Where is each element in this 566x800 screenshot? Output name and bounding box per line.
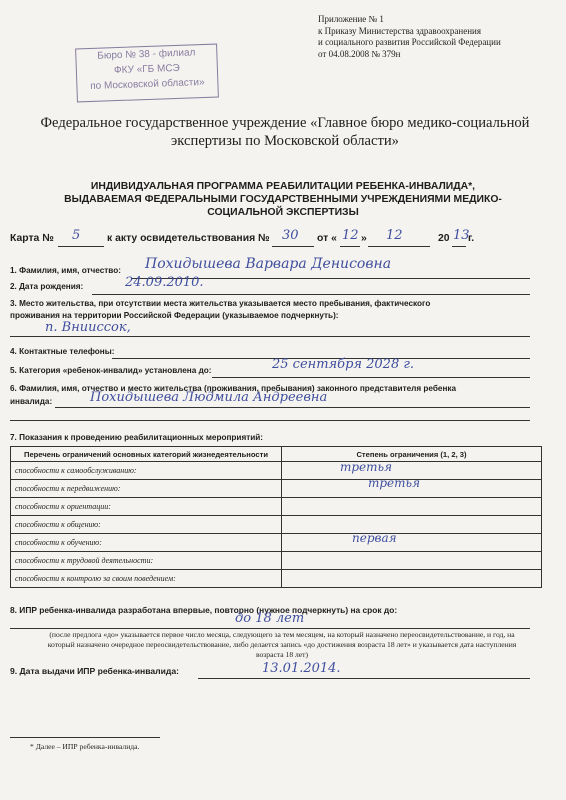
representative-label: инвалида: — [10, 397, 53, 406]
stamp-line: по Московской области» — [90, 77, 205, 92]
table-header: Перечень ограничений основных категорий жизнедеятельности — [11, 447, 282, 462]
stamp-line: ФКУ «ГБ МСЭ — [113, 62, 180, 77]
institution-line: Федеральное государственное учреждение «Главное бюро медико-социальной — [40, 115, 530, 131]
limitation-degree — [282, 516, 542, 534]
year-end: г. — [468, 233, 475, 244]
note-line: который назначено очередное переосвидетельствование, либо делается запись «до достижения возраста 18 лет» и указывается дата наступления — [47, 640, 517, 649]
phones-label: 4. Контактные телефоны: — [10, 347, 115, 356]
issue-date-label: 9. Дата выдачи ИПР ребенка-инвалида: — [10, 666, 180, 676]
limitation-category: способности к трудовой деятельности: — [11, 552, 282, 570]
dob-label: 2. Дата рождения: — [10, 282, 84, 291]
act-day: 12 — [342, 228, 359, 243]
table-row — [11, 534, 542, 552]
limitations-table — [10, 446, 542, 588]
table-row — [11, 570, 542, 588]
ipr-note — [4, 630, 560, 660]
representative-value: Похидышева Людмила Андреевна — [90, 390, 328, 405]
issue-date-value: 13.01.2014. — [262, 661, 341, 676]
appendix-line: от 04.08.2008 № 379н — [318, 48, 401, 59]
residence-label: проживания на территории Российской Федерации (указываемое подчеркнуть): — [10, 311, 339, 320]
act-number: 30 — [282, 228, 299, 243]
footnote: * Далее – ИПР ребенка-инвалида. — [30, 742, 140, 751]
limitation-category: способности к обучению: — [11, 534, 282, 552]
ipr-term-value: до 18 лет — [235, 611, 305, 626]
bureau-stamp — [75, 44, 219, 103]
institution-name — [20, 114, 550, 150]
year-prefix: 20 — [438, 233, 450, 244]
table-row — [11, 516, 542, 534]
name-value: Похидышева Варвара Денисовна — [145, 256, 392, 272]
table-row — [11, 552, 542, 570]
table-row — [11, 462, 542, 480]
limitation-category: способности к контролю за своим поведением: — [11, 570, 282, 588]
limitation-degree — [282, 531, 542, 552]
limitation-category: способности к ориентации: — [11, 498, 282, 516]
residence-value: п. Внииссок, — [45, 320, 131, 335]
limitation-degree — [282, 476, 542, 498]
title-line: ВЫДАВАЕМАЯ ФЕДЕРАЛЬНЫМИ ГОСУДАРСТВЕННЫМИ УЧРЕЖДЕНИЯМИ МЕДИКО- — [64, 194, 502, 205]
limitation-degree — [282, 570, 542, 588]
degree-value: третья — [340, 460, 393, 474]
close-quote: » — [361, 233, 367, 244]
category-value: 25 сентября 2028 г. — [272, 357, 415, 372]
act-year: 13 — [453, 228, 470, 243]
residence-label: 3. Место жительства, при отсутствии места жительства указывается место пребывания, фактического — [10, 299, 431, 308]
from-label: от « — [317, 233, 337, 244]
appendix-line: к Приказу Министерства здравоохранения — [318, 25, 481, 36]
table-row — [11, 480, 542, 498]
category-label: 5. Категория «ребенок-инвалид» установлена до: — [10, 366, 212, 375]
limitation-degree — [282, 552, 542, 570]
ipr-label: 8. ИПР ребенка-инвалида разработана впервые, повторно (нужное подчеркнуть) на срок до: — [10, 605, 398, 615]
table-row — [11, 498, 542, 516]
institution-line: экспертизы по Московской области» — [171, 133, 399, 149]
document-title — [30, 180, 536, 219]
card-line — [10, 230, 550, 248]
limitation-category: способности к передвижению: — [11, 480, 282, 498]
limitation-category: способности к общению: — [11, 516, 282, 534]
act-month: 12 — [386, 228, 403, 243]
appendix-reference — [318, 14, 548, 60]
act-label: к акту освидетельствования № — [107, 233, 270, 244]
card-label: Карта № — [10, 233, 54, 244]
note-line: возраста 18 лет) — [255, 650, 309, 659]
representative-label: 6. Фамилия, имя, отчество и место жительства (проживания, пребывания) законного представителя ребенка — [10, 384, 457, 393]
appendix-line: Приложение № 1 — [318, 14, 384, 24]
card-number: 5 — [72, 228, 81, 243]
name-label: 1. Фамилия, имя, отчество: — [10, 266, 121, 275]
table-header: Степень ограничения (1, 2, 3) — [282, 447, 542, 462]
degree-value: третья — [368, 476, 421, 490]
stamp-line: Бюро № 38 - филиал — [97, 47, 196, 62]
limitation-category: способности к самообслуживанию: — [11, 462, 282, 480]
appendix-line: и социального развития Российской Федерации — [318, 37, 501, 47]
title-line: СОЦИАЛЬНОЙ ЭКСПЕРТИЗЫ — [207, 207, 359, 218]
indications-heading: 7. Показания к проведению реабилитационных мероприятий: — [10, 433, 264, 442]
degree-value: первая — [352, 531, 397, 545]
limitation-degree — [282, 498, 542, 516]
note-line: (после предлога «до» указывается первое число месяца, следующего за тем месяцем, на который назначено переосвидетельствование, и год, на — [49, 630, 515, 639]
title-line: ИНДИВИДУАЛЬНАЯ ПРОГРАММА РЕАБИЛИТАЦИИ РЕБЕНКА-ИНВАЛИДА*, — [90, 181, 476, 192]
dob-value: 24.09.2010. — [125, 275, 204, 290]
